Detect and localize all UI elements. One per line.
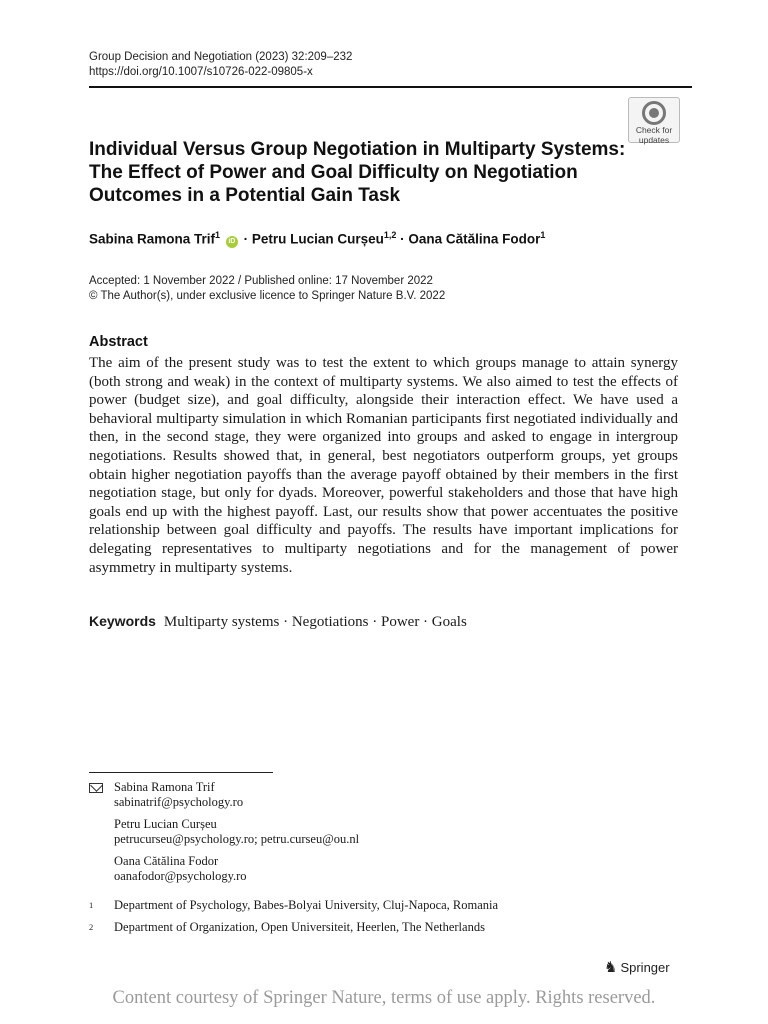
contact-name: Sabina Ramona Trif xyxy=(114,780,215,794)
contact-entry xyxy=(89,817,359,847)
publication-dates xyxy=(89,274,445,304)
affiliation-item xyxy=(89,920,485,935)
abstract-text: The aim of the present study was to test the extent to which groups manage to attain synergy (both strong and weak) in the context of multiparty systems. We also aimed to test the effects of power (budget size), and goal difficulty, alongside their interaction effect. We have used a behavioral multiparty simulation in which Romanian participants first negotiated individually and then, in the second stage, they were organized into groups and asked to engage in intergroup negotiations. Results showed that, in general, best negotiators outperform groups, yet groups obtain higher negotiation payoffs than the average payoff obtained by their members in the first negotiation stage, but only for dyads. Moreover, powerful stakeholders and those that have high goals end up with the highest payoff. Last, our results show that power accentuates the positive relationship between goal difficulty and payoffs. The results have important implications for delegating representatives to multiparty negotiations and for the management of power asymmetry in multiparty systems. xyxy=(89,355,678,576)
affiliation-text: Department of Psychology, Babes-Bolyai University, Cluj-Napoca, Romania xyxy=(114,898,499,912)
keywords-list: Multiparty systems · Negotiations · Power · Goals xyxy=(163,614,467,630)
contact-name: Oana Cătălina Fodor xyxy=(114,854,219,868)
author-name[interactable]: Sabina Ramona Trif xyxy=(89,231,216,247)
courtesy-watermark: Content courtesy of Springer Nature, terms of use apply. Rights reserved. xyxy=(112,988,656,1008)
springer-logo xyxy=(604,958,670,976)
journal-header xyxy=(89,50,352,80)
orcid-icon[interactable]: iD xyxy=(226,236,238,248)
keywords-heading: Keywords xyxy=(89,613,156,629)
contact-name: Petru Lucian Curșeu xyxy=(114,817,217,831)
journal-citation: Group Decision and Negotiation (2023) 32:209–232 xyxy=(89,51,353,63)
author-name[interactable]: Oana Cătălina Fodor xyxy=(408,231,541,247)
check-for-label: Check for xyxy=(635,125,673,135)
publisher-name: Springer xyxy=(620,960,670,975)
springer-horse-icon: ♞ xyxy=(604,959,618,976)
affiliation-item xyxy=(89,898,498,913)
check-for-updates-badge[interactable] xyxy=(628,97,680,143)
contact-email[interactable]: oanafodor@psychology.ro xyxy=(114,869,247,883)
corresponding-contacts xyxy=(89,780,359,891)
footnote-rule xyxy=(89,772,273,773)
contact-email[interactable]: petrucurseu@psychology.ro; petru.curseu@ou.nl xyxy=(114,832,360,846)
header-rule xyxy=(89,86,692,88)
author-affiliation-mark: 1,2 xyxy=(383,230,397,240)
updates-label: updates xyxy=(638,135,670,145)
affiliation-number: 2 xyxy=(89,922,94,932)
author-affiliation-mark: 1 xyxy=(540,230,546,240)
affiliation-number: 1 xyxy=(89,900,94,910)
abstract-heading: Abstract xyxy=(89,334,148,350)
affiliation-text: Department of Organization, Open Universiteit, Heerlen, The Netherlands xyxy=(114,920,485,934)
crossmark-icon xyxy=(642,101,666,125)
doi-link[interactable]: https://doi.org/10.1007/s10726-022-09805-x xyxy=(89,66,313,78)
contact-entry xyxy=(89,780,359,810)
envelope-icon xyxy=(89,783,103,793)
contact-email[interactable]: sabinatrif@psychology.ro xyxy=(114,795,244,809)
contact-entry xyxy=(89,854,359,884)
author-affiliation-mark: 1 xyxy=(215,230,221,240)
author-list xyxy=(89,230,545,248)
accepted-published-line: Accepted: 1 November 2022 / Published online: 17 November 2022 xyxy=(89,275,433,287)
copyright-line: © The Author(s), under exclusive licence to Springer Nature B.V. 2022 xyxy=(89,290,446,302)
paper-title: Individual Versus Group Negotiation in Multiparty Systems: The Effect of Power and Goal Difficulty on Negotiation Outcomes in a Potential Gain Task xyxy=(89,139,626,206)
author-separator: · xyxy=(239,231,252,247)
author-separator: · xyxy=(396,231,409,247)
keywords xyxy=(89,613,467,631)
author-name[interactable]: Petru Lucian Curșeu xyxy=(251,231,384,247)
